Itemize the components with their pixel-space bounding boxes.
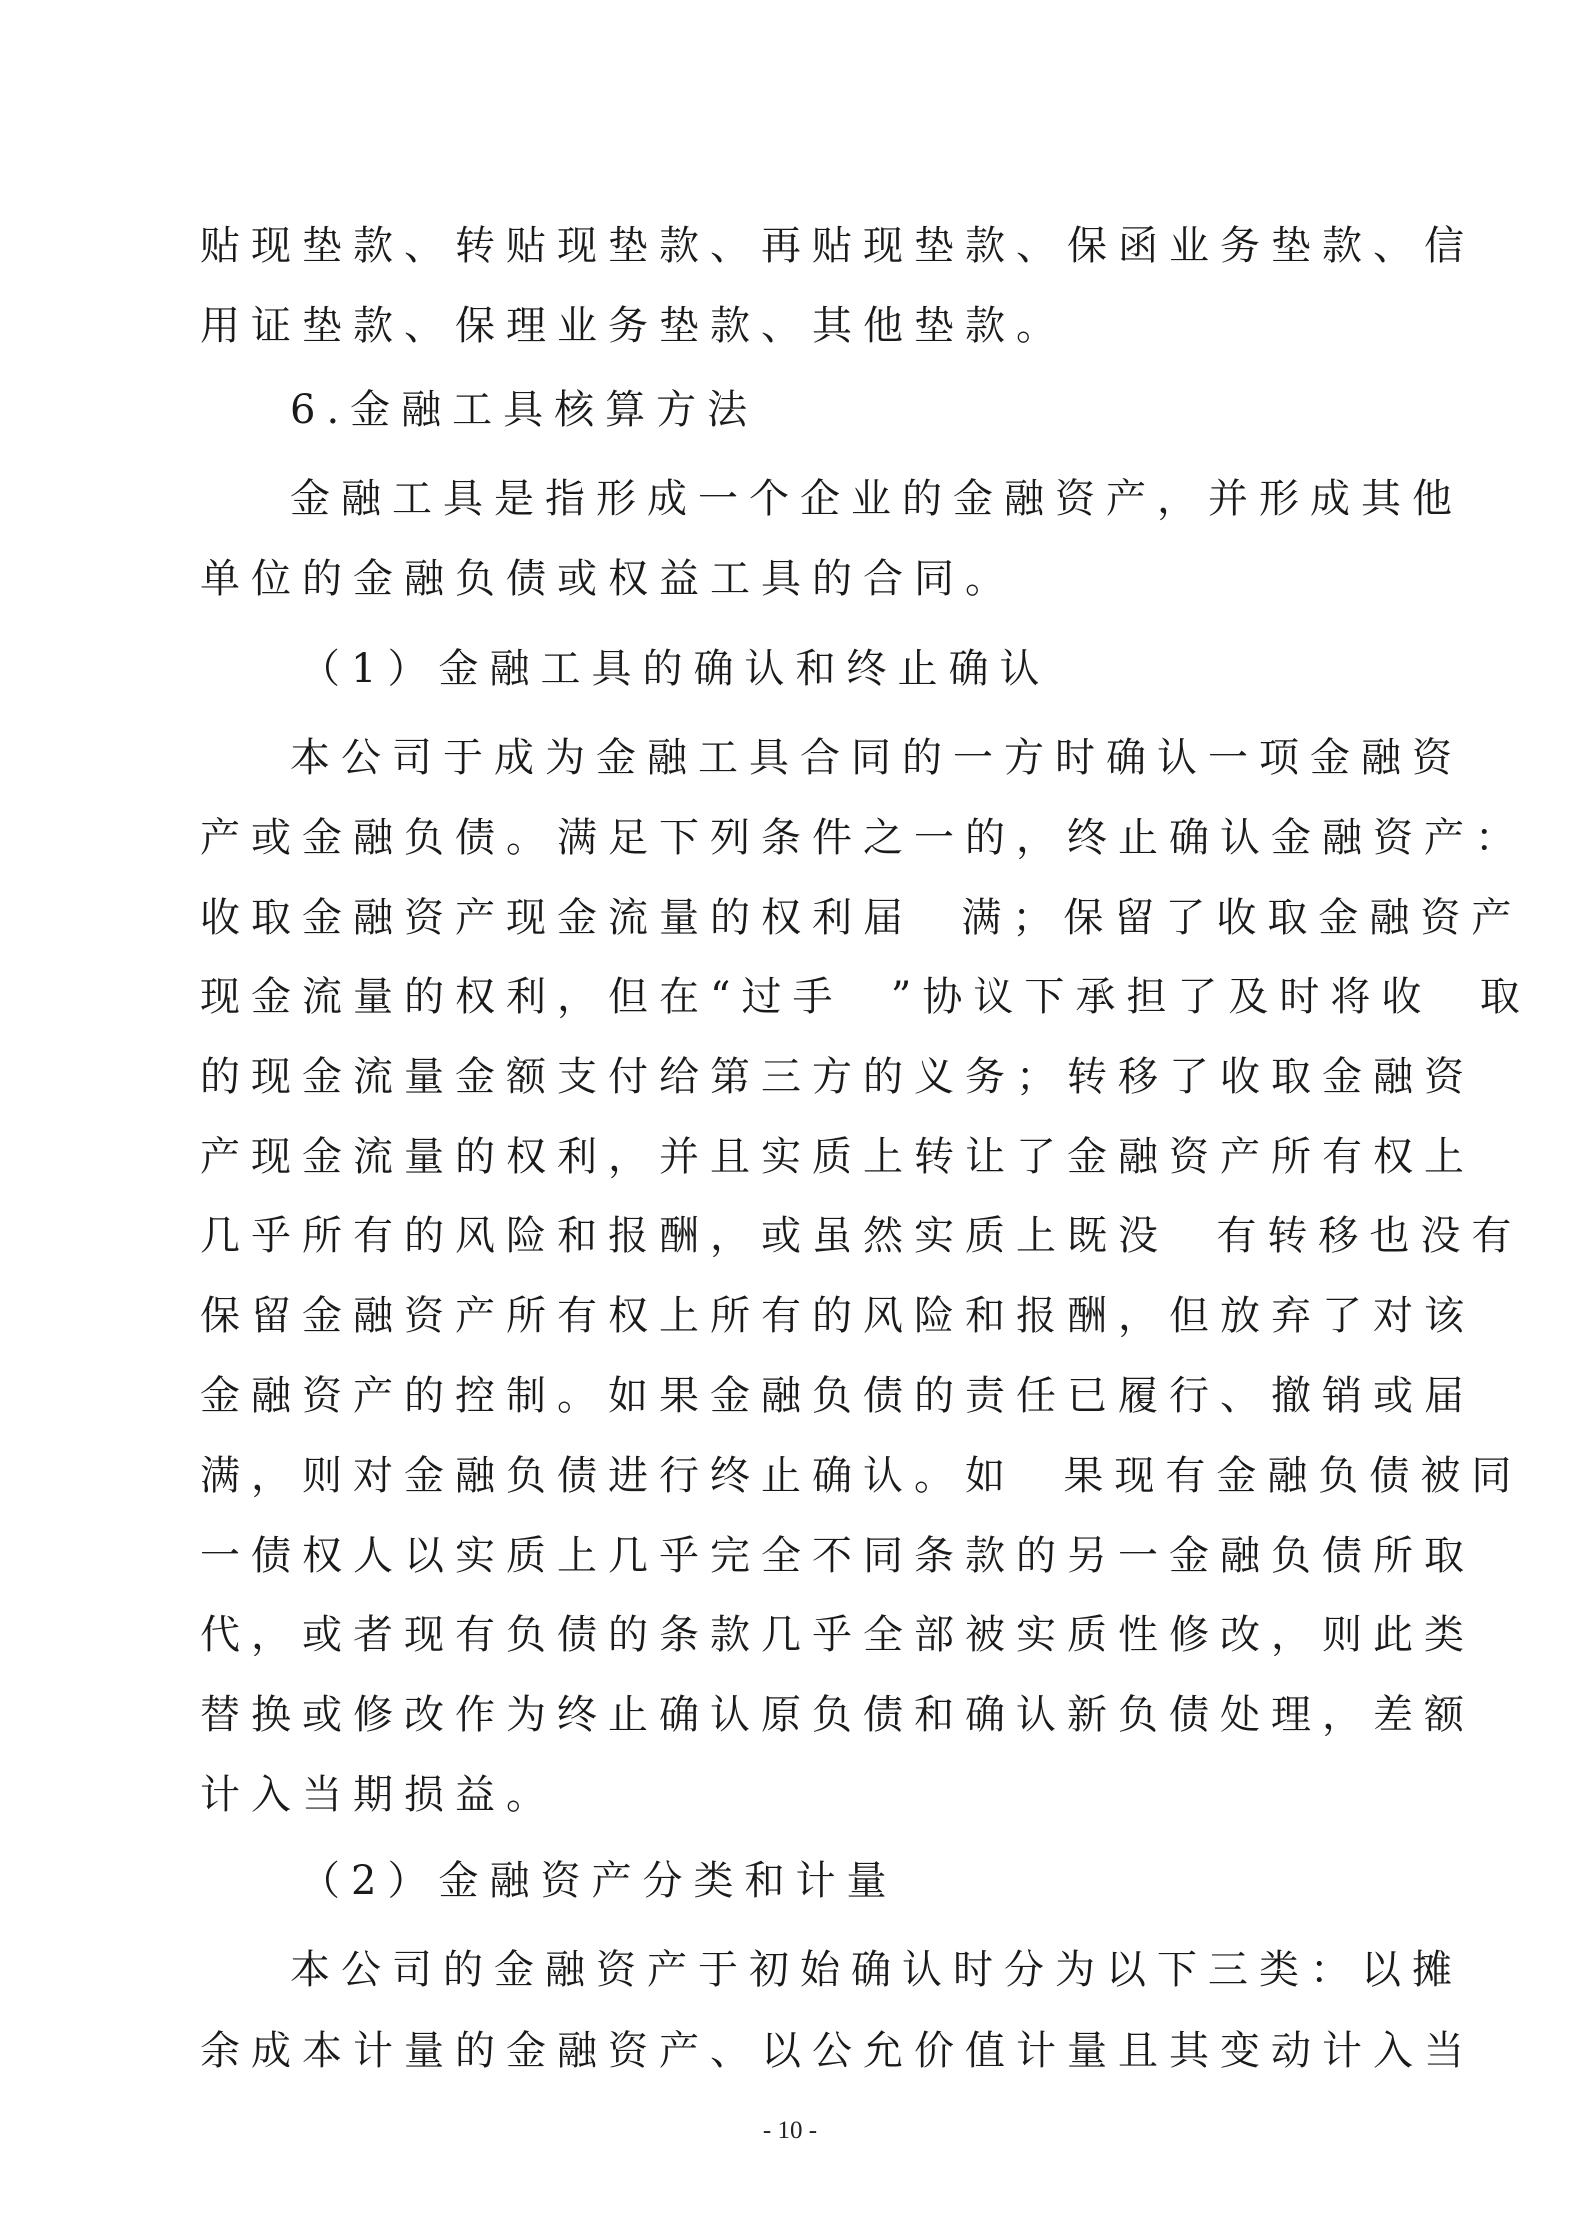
body-text-line: 产现金流量的权利，并且实质上转让了金融资产所有权上 bbox=[200, 1134, 1475, 1180]
body-text-line: 保留金融资产所有权上所有的风险和报酬，但放弃了对该 bbox=[200, 1293, 1475, 1339]
body-text-line: 计入当期损益。 bbox=[200, 1772, 557, 1818]
body-text-line: 替换或修改作为终止确认原负债和确认新负债处理，差额 bbox=[200, 1692, 1475, 1738]
page-number: - 10 - bbox=[762, 2117, 818, 2144]
body-text-line: 一债权人以实质上几乎完全不同条款的另一金融负债所取 bbox=[200, 1533, 1475, 1579]
body-text-line: 本公司于成为金融工具合同的一方时确认一项金融资 bbox=[290, 735, 1463, 781]
body-text-line: 满，则对金融负债进行终止确认。如 果现有金融负债被同 bbox=[200, 1453, 1523, 1499]
body-text-line: 余成本计量的金融资产、以公允价值计量且其变动计入当 bbox=[200, 2028, 1475, 2074]
body-text-line: 用证垫款、保理业务垫款、其他垫款。 bbox=[200, 303, 1067, 349]
body-text-line: 收取金融资产现金流量的权利届 满；保留了收取金融资产 bbox=[200, 895, 1523, 941]
body-text-line: 几乎所有的风险和报酬，或虽然实质上既没 有转移也没有 bbox=[200, 1213, 1523, 1259]
body-text-line: 单位的金融负债或权益工具的合同。 bbox=[200, 556, 1016, 602]
subsection-heading: （1）金融工具的确认和终止确认 bbox=[300, 646, 1051, 692]
body-text-line: 本公司的金融资产于初始确认时分为以下三类：以摊 bbox=[290, 1947, 1463, 1993]
body-text-line: 金融工具是指形成一个企业的金融资产，并形成其他 bbox=[290, 476, 1463, 522]
body-text-line: 金融资产的控制。如果金融负债的责任已履行、撤销或届 bbox=[200, 1373, 1475, 1419]
body-text-line: 代，或者现有负债的条款几乎全部被实质性修改，则此类 bbox=[200, 1612, 1475, 1658]
section-heading: 6.金融工具核算方法 bbox=[290, 387, 759, 433]
body-text-line: 现金流量的权利，但在“过手 ”协议下承担了及时将收 取 bbox=[200, 974, 1531, 1020]
body-text-line: 的现金流量金额支付给第三方的义务；转移了收取金融资 bbox=[200, 1054, 1475, 1100]
body-text-line: 贴现垫款、转贴现垫款、再贴现垫款、保函业务垫款、信 bbox=[200, 223, 1475, 269]
subsection-heading: （2）金融资产分类和计量 bbox=[300, 1858, 898, 1904]
body-text-line: 产或金融负债。满足下列条件之一的，终止确认金融资产： bbox=[200, 815, 1526, 861]
